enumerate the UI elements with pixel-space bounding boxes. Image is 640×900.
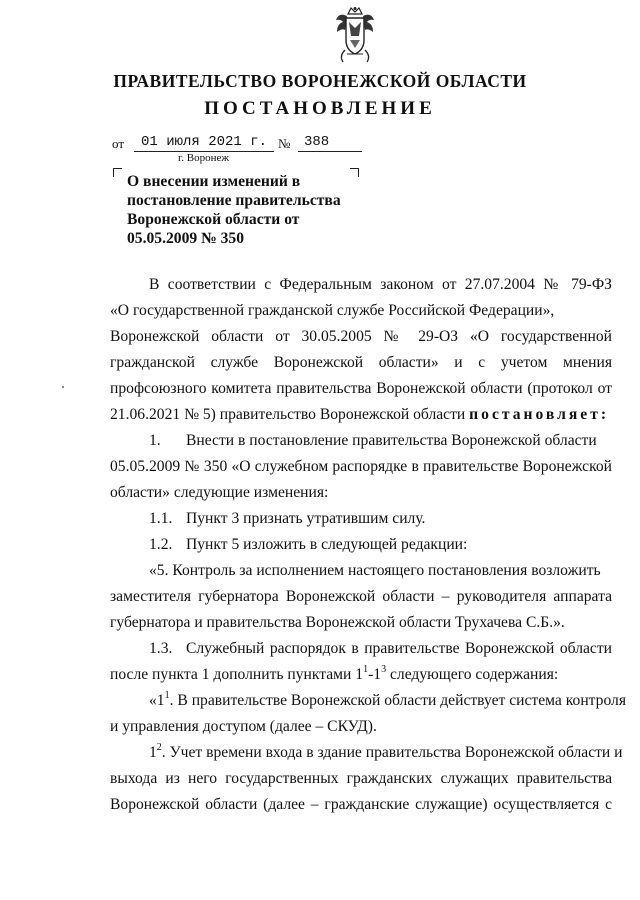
title-line-3: Воронежской области от xyxy=(127,211,300,228)
body-line-1: В соответствии с Федеральным законом от 27.07.2004 № 79-ФЗ xyxy=(149,276,612,293)
title-line-4: 05.05.2009 № 350 xyxy=(127,230,245,247)
item1-last-line: области» следующие изменения: xyxy=(110,484,329,501)
item1-first-line: Внести в постановление правительства Воронежской области xyxy=(186,432,597,449)
resolves-word: постановляет: xyxy=(469,406,610,423)
item13-sup-1: 1 xyxy=(363,663,369,675)
quote5-line-1: «5. Контроль за исполнением настоящего постановления возложить xyxy=(149,562,601,579)
document-date: 01 июля 2021 г. xyxy=(134,134,274,152)
clause11-line-1 xyxy=(149,691,626,711)
clause11-prefix: «1 xyxy=(149,692,165,709)
clause12-line-3: Воронежской области (далее – гражданские служащие) осуществляется с xyxy=(110,796,612,813)
margin-mark xyxy=(62,386,64,388)
city-label: г. Воронеж xyxy=(178,152,229,164)
item13-second-line xyxy=(110,665,558,685)
clause12-text: . Учет времени входа в здание правительства Воронежской области и xyxy=(161,744,623,761)
organization-name: ПРАВИТЕЛЬСТВО ВОРОНЕЖСКОЙ ОБЛАСТИ xyxy=(113,71,527,91)
body-line-4: гражданской службе Воронежской области» и с учетом мнения xyxy=(110,354,612,371)
title-corner-right xyxy=(350,168,359,177)
item1-line-2: 05.05.2009 № 350 «О служебном распорядке в правительстве Воронежской xyxy=(110,458,612,475)
clause12-prefix: 1 xyxy=(149,744,157,761)
item13-first-line: Служебный распорядок в правительстве Воронежской области xyxy=(186,640,612,657)
item1-number: 1. xyxy=(149,432,161,449)
clause11-text: . В правительстве Воронежской области действует система контроля xyxy=(169,692,627,709)
item13-number: 1.3. xyxy=(149,640,173,657)
clause11-sup: 1 xyxy=(164,689,170,701)
title-corner-left xyxy=(113,168,122,177)
title-line-1: О внесении изменений в xyxy=(127,173,301,190)
number-prefix: № xyxy=(278,136,291,151)
title-line-2: постановление правительства xyxy=(127,192,341,209)
item12-number: 1.2. xyxy=(149,536,173,553)
item13-text-a: после пункта 1 дополнить пунктами 1 xyxy=(110,666,364,683)
item13-sup-2: 3 xyxy=(381,663,387,675)
body-line-6-text: 21.06.2021 № 5) правительство Воронежской области xyxy=(110,406,466,423)
item11-text: Пункт 3 признать утратившим силу. xyxy=(186,510,426,527)
quote5-last-line: губернатора и правительства Воронежской области Трухачева С.Б.». xyxy=(110,614,565,631)
body-line-3: Воронежской области от 30.05.2005 № 29-ОЗ «О государственной xyxy=(110,328,612,345)
document-number: 388 xyxy=(298,134,362,152)
clause12-line-1 xyxy=(149,743,623,763)
item11-number: 1.1. xyxy=(149,510,173,527)
coat-of-arms-icon xyxy=(333,6,377,64)
item13-text-c: следующего содержания: xyxy=(386,666,559,683)
date-prefix: от xyxy=(112,136,125,151)
clause12-sup: 2 xyxy=(156,741,162,753)
quote5-line-2: заместителя губернатора Воронежской области – руководителя аппарата xyxy=(110,588,612,605)
clause12-line-2: выхода из него государственных гражданских служащих правительства xyxy=(110,770,612,787)
body-line-6 xyxy=(110,405,609,425)
item13-text-b: -1 xyxy=(368,666,382,683)
body-line-2: «О государственной гражданской службе Российской Федерации», xyxy=(110,302,555,319)
body-line-5: профсоюзного комитета правительства Воронежской области (протокол от xyxy=(110,380,612,397)
clause11-last-line: и управления доступом (далее – СКУД). xyxy=(110,718,377,735)
document-type: ПОСТАНОВЛЕНИЕ xyxy=(204,98,436,119)
item12-text: Пункт 5 изложить в следующей редакции: xyxy=(186,536,468,553)
